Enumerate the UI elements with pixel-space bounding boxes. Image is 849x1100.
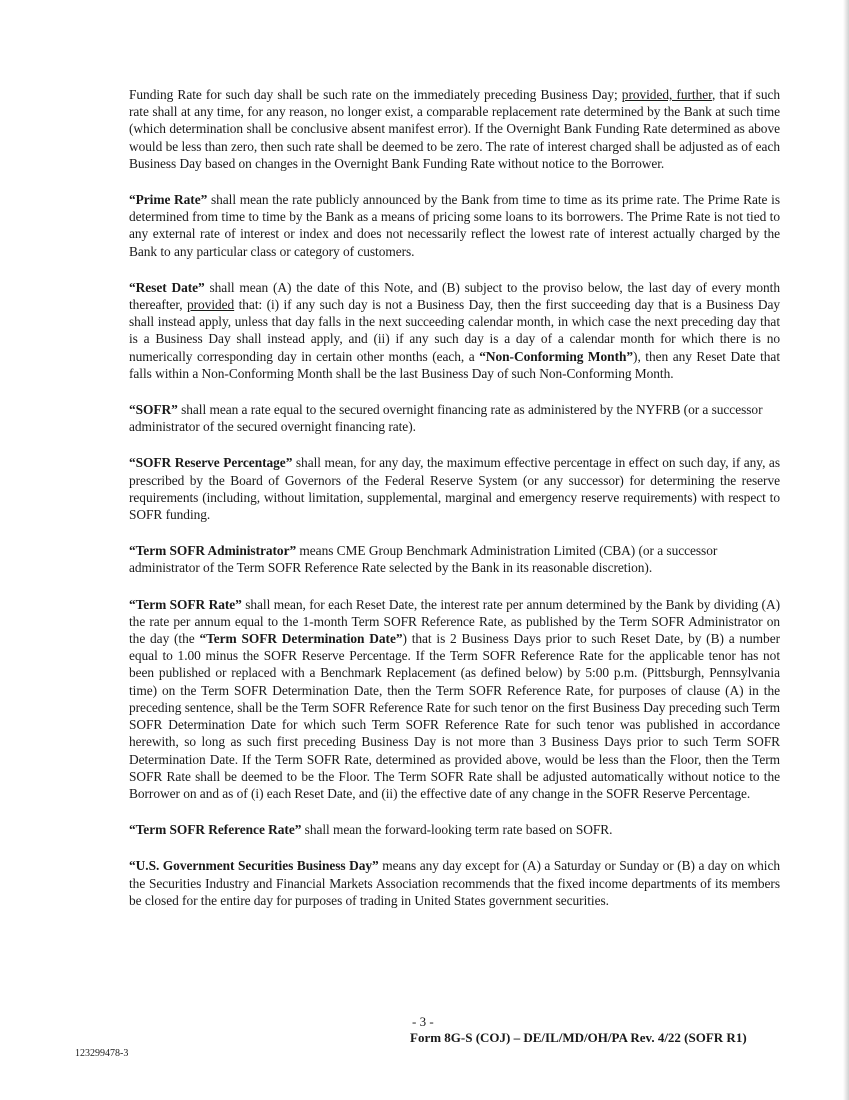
defined-term: “Non-Conforming Month”	[479, 348, 634, 364]
form-reference: Form 8G-S (COJ) – DE/IL/MD/OH/PA Rev. 4/22 (SOFR R1)	[410, 1030, 747, 1045]
definition-text: shall mean a rate equal to the secured overnight financing rate as administered by the NYFRB (or a successor administrator of the secured overnight financing rate).	[129, 402, 763, 435]
paragraph-text: , that if such rate shall at any time, for any reason, no longer exist, a comparable replacement rate determined by the Bank at such time (which determination shall be conclusive absent manifest error). If the Overnight Bank Funding Rate determined as above would be less than zero, then such rate shall be deemed to be zero. The rate of interest charged shall be adjusted as of each Business Day based on changes in the Overnight Bank Funding Rate without notice to the Borrower.	[129, 87, 781, 171]
defined-term: “U.S. Government Securities Business Day”	[129, 858, 379, 874]
definition-sofr-reserve-percentage	[129, 454, 780, 523]
definition-prime-rate	[129, 191, 780, 260]
definition-us-government-securities-business-day	[129, 857, 780, 909]
defined-term: “Term SOFR Reference Rate”	[129, 822, 302, 838]
defined-term: “Term SOFR Determination Date”	[199, 631, 403, 647]
definition-text: shall mean the forward-looking term rate based on SOFR.	[301, 822, 613, 838]
paragraph-text: Funding Rate for such day shall be such rate on the immediately preceding Business Day;	[129, 87, 622, 102]
definition-text: means CME Group Benchmark Administration Limited (CBA) (or a successor administrator of the Term SOFR Reference Rate selected by the Bank in its reasonable discretion).	[129, 543, 718, 576]
definition-text: means any day except for (A) a Saturday or Sunday or (B) a day on which the Securities Industry and Financial Markets Association recommends that the fixed income departments of its members be closed for the entire day for purposes of trading in United States government securities.	[129, 858, 780, 908]
paragraph-overnight-bank-funding-rate-continued	[129, 86, 780, 172]
provided-further-underlined: provided, further	[621, 87, 712, 102]
page-edge-shadow	[843, 0, 849, 1100]
definition-text: ) that is 2 Business Days prior to such Reset Date, by (B) a number equal to 1.00 minus the SOFR Reserve Percentage. If the Term SOFR Reference Rate for the applicable tenor has not been published or replaced with a Benchmark Replacement (as defined below) by 5:00 p.m. (Pittsburgh, Pennsylvania time) on the Term SOFR Determination Date, then the Term SOFR Reference Rate, for purposes of clause (A) in the preceding sentence, shall be the Term SOFR Reference Rate for such tenor on the first Business Day preceding such Term SOFR Determination Date for which such Term SOFR Reference Rate for such tenor was published in accordance herewith, so long as such first preceding Business Day is not more than 3 Business Days prior to such Term SOFR Determination Date. If the Term SOFR Rate, determined as provided above, would be less than the Floor, then the Term SOFR Rate shall be deemed to be the Floor. The Term SOFR Rate shall be adjusted automatically without notice to the Borrower on and as of (i) each Reset Date, and (ii) the effective date of any change in the SOFR Reserve Percentage.	[129, 631, 781, 801]
definition-text: ), then any Reset Date that falls within a Non-Conforming Month shall be the last Business Day of such Non-Conforming Month.	[129, 348, 780, 381]
defined-term: “Term SOFR Rate”	[129, 596, 242, 612]
definition-sofr	[129, 401, 780, 435]
definition-text: shall mean (A) the date of this Note, and (B) subject to the proviso below, the last day of every month thereafter,	[129, 279, 780, 313]
definition-reset-date	[129, 279, 780, 382]
document-page	[129, 86, 780, 928]
definition-text: that: (i) if any such day is not a Business Day, then the first succeeding day that is a Business Day shall instead apply, unless that day falls in the next succeeding calendar month, in which case the next preceding day that is a Business Day shall instead apply, and (ii) if any such day is a day of a calendar month for which there is no numerically corresponding day in certain other months (each, a	[129, 297, 780, 364]
definition-text: shall mean the rate publicly announced by the Bank from time to time as its prime rate. The Prime Rate is determined from time to time by the Bank as a means of pricing some loans to its borrowers. The Prime Rate is not tied to any external rate of interest or index and does not necessarily reflect the lowest rate of interest actually charged by the Bank to any particular class or category of customers.	[129, 192, 780, 259]
page-number: - 3 -	[412, 1014, 434, 1029]
defined-term: “Prime Rate”	[129, 192, 208, 208]
defined-term: “Reset Date”	[129, 279, 205, 295]
defined-term: “Term SOFR Administrator”	[129, 543, 297, 559]
defined-term: “SOFR Reserve Percentage”	[129, 455, 293, 471]
definition-text: shall mean, for any day, the maximum effective percentage in effect on such day, if any, as prescribed by the Board of Governors of the Federal Reserve System (or any successor) for determining the reserve requirements (including, without limitation, supplemental, marginal and emergency reserve requirements) with respect to SOFR funding.	[129, 455, 780, 523]
document-id: 123299478-3	[75, 1048, 129, 1059]
definition-term-sofr-administrator	[129, 542, 780, 576]
definition-term-sofr-rate	[129, 596, 780, 802]
definition-text: shall mean, for each Reset Date, the interest rate per annum determined by the Bank by dividing (A) the rate per annum equal to the 1-month Term SOFR Reference Rate, as published by the Term SOFR Administrator on the day (the	[129, 596, 780, 647]
definition-term-sofr-reference-rate	[129, 821, 780, 838]
provided-underlined: provided	[186, 297, 235, 313]
defined-term: “SOFR”	[129, 402, 178, 418]
